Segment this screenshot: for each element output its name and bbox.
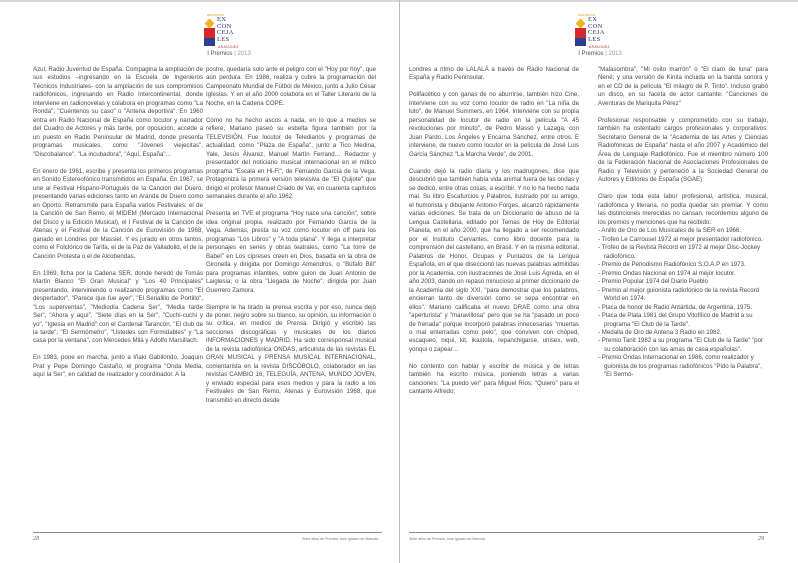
- paragraph: Londres a ritmo de LALALÁ a través de Radio Nacional de España y Radio Peninsular.: [409, 66, 579, 82]
- header-logo: [572, 12, 628, 57]
- paragraph: Profesional responsable y comprometido con su trabajo, también ha ostentado cargos profesionales y corporativos: Secretario General de la "Academia de las Artes y Ciencias Radiofónicas de España" hasta el año 2007 y Académico del Área de Lenguaje Radiofónico. Fue el miembro número 100 de la Federación Nacional de Asociaciones Profesionales de Radio y Televisión y perteneció a la Sociedad General de Autores y Editores de España (SGAE): [598, 116, 768, 184]
- left-page-column-2: [206, 66, 376, 414]
- logo-wordmark: EX CON CEJA LES: [588, 16, 605, 43]
- award-item: - Premio Popular 1974 del Diario Pueblo: [598, 278, 768, 286]
- paragraph: En 1969, ficha por la Cadena SER, donde heredó de Tomás Martín Blanco "El Gran Musical" y "Los 40 Principales" presentando, interviniendo o realizando programas como "El despertador", "Parece que fue ayer", "El Seriallilo de Portillo", "Los superventas", "Mediodía Cadena Ser", "Media tarde Ser", "Ahora y aquí", "Siete días en la Ser", "Cuchi-cuchi y yo", "Iglesia en Madrid" con el Cardenal Tarancón, "El club de la tarde", "El Sermómetro", "Ustedes son Formidables" y "La casa por la ventana", con Mercedes Milá y Adolfo Marsillach.: [33, 269, 203, 345]
- award-item: - Anillo de Oro de Los Musicales de la SER en 1966.: [598, 227, 768, 235]
- award-item: - Trofeo de la Revista Récord en 1972 al mejor Disc-Jockey radiofónico.: [598, 244, 768, 261]
- award-item: - Premio Ondas Internacional en 1986, como realizador y guionista de los programas radiofónicos "Pido la Palabra", "El Sermó-: [598, 354, 768, 379]
- paragraph: postre, quedaría solo ante el peligro con el "Hoy por hoy", que aún perdura. En 1986, realiza y cubre la programación del Campeonato Mundial de Fútbol de México, junto a Julio César Iglesias. Y en el año 2000 colabora en el Taller Literario de la Noche, en la Cadena COPE.: [206, 66, 376, 107]
- award-item: - Trofeo Le Carrousel 1972 al mejor presentador radiofónico.: [598, 236, 768, 244]
- paragraph: Siempre le ha tirado la prensa escrita y por eso, nunca dejó de poner, negro sobre su blanco, su opinión, su información o su crítica, en medios de Prensa. Dirigió y escribió las secciones discográficas y musicales de los diarios INFORMACIONES y MADRID. Ha sido corresponsal musical de la revista radiofónica ONDAS, articulista de las revistas EL GRAN MUSICAL y PRENSA MUSICAL INTERNACIONAL, comentarista en la revista DISCÓBOLO, colaborador en las revistas CAMBIO 16, TELEGUÍA, ANTENA, MUNDO JOVEN, y enviado especial para esos medios y para la radio a los Festivales de San Remo, Atenas y Eurovisión 1968, que transmitió en directo desde: [206, 303, 376, 404]
- awards-list: [598, 227, 768, 380]
- paragraph: En 1983, pone en marcha, junto a Iñaki Gabilondo, Joaquín Prat y Pepe Domingo Castaño, el programa "Onda Media, aquí la Ser", en calidad de realizador y coordinador. A la: [33, 354, 203, 379]
- logo-assoc-text: asociación: [207, 12, 225, 17]
- paragraph: Polifacético y con ganas de no aburrirse, también hizo Cine. Interviene con su voz como locutor de radio en "La niña de luto", de Manuel Summers, en 1964. Interviene con su propia personalidad de locutor de radio en la película "A 45 revoluciones por minuto", de Pedro Massó y Lazaga, con Juan Pardo, Los Ángeles y Encarna Sánchez, entre otros. E interviene, de nuevo como locutor en la película de José Luis García Sánchez "La Marcha Verde", de 2001.: [409, 91, 579, 158]
- header-premios: I Premios | 2013: [207, 51, 251, 57]
- logo-mark-icon: [201, 12, 257, 50]
- award-item: - Premio Ondas Nacional en 1974 al mejor locutor.: [598, 270, 768, 278]
- paragraph: Como no ha hecho ascos a nada, en lo que a medios se refiere, Mariano paseó su esbelta figura también por la TELEVISIÓN. Fue locutor de Telediarios y programas de actualidad, como "Plaza de España", junto a Tico Medina, Yale, Jesús Álvarez, Manuel Martín Ferrand… Redactor y presentador del noticiario musical internacional en el mítico programa "Escala en Hi-Fi", de Fernando García de la Vega. Protagoniza la primera versión televisiva de "El Quijote" que dirigió el profesor Manuel Criado de Val, en cuarenta capítulos semanales durante el año 1962.: [206, 116, 376, 201]
- right-page-column-1: [409, 66, 579, 405]
- paragraph: "Malasombra", "Mi osito marrón" o "El claro de luna" para Nené; y una versión de Kinita incluida en la banda sonora y en el CD de la película "El milagro de P. Tinto". Incluso grabó un disco, en su faceta de actor cantante: "Canciones de Aventuras de Mariquita Pérez": [598, 66, 768, 107]
- paragraph: Azul, Radio Juventud de España. Compagina la ampliación de sus estudios –ingresando en la Escuela de Ingenieros Técnicos Industriales- con la ampliación de sus compromisos radiofónicos, ingresando en Radio Intercontinental, donde interviene en radionovelas y colabora en programas como "La Ronda", "Cuéntenos su caso" o "Antena deportiva". En 1960 entra en Radio Nacional de España como locutor y narrador del Cuadro de Actores y más tarde, por oposición, accede a un puesto en Radio Peninsular de Madrid, donde presenta programas musicales, como "Jóvenes viejecitas", "Discobalance", "La incubadora", "Aquí, España"…: [33, 66, 203, 158]
- logo-wordmark: EX CON CEJA LES: [217, 16, 234, 43]
- left-page-column-1: [33, 66, 203, 388]
- paragraph: Claro que toda esta labor profesional, artística, musical, radiofónica y literaria, no podía quedar sin premiar. Y como las distinciones merecidas no cansan, recordemos alguno de los premios y menciones que ha recibido:: [598, 193, 768, 226]
- footer-rule: [33, 532, 382, 533]
- award-item: - Premio al mejor guionista radiofónico de la revista Record World en 1974.: [598, 287, 768, 304]
- footer-rule: [409, 532, 768, 533]
- paragraph: Presenta en TVE el programa "Hoy nace una canción", sobre idea original propia, realizado por Fernando García de la Vega. Además, presta su voz como locutor en off para los programas "Los Libros" y "A toda plana". Y llega a interpretar personajes en series y obras teatrales, como "La torre de Babel" en Los cipreses creen en Dios, basada en la obra de Gironella y dirigida por Domingo Almendros, o "Búfalo Bill" para programas infantiles, sobre guion de Juan Antonio de Laiglesia; o la obra "Llegada de Noche", dirigida por Juan Guerrero Zamora.: [206, 210, 376, 294]
- logo-assoc-text: asociación: [578, 12, 596, 17]
- page-number: 29: [758, 536, 764, 542]
- award-item: - Placa de Plata 1981 del Grupo Vitofílico de Madrid a su programa "El Club de la Tarde".: [598, 312, 768, 329]
- logo-city: ARANJUEZ: [218, 45, 239, 49]
- paragraph: Cuando dejó la radio diaria y los madrugones, dice que descubrió que también había vida animal fuera de las ondas y se dedicó, entre otras cosas, a escribir. Y no lo ha hecho nada mal. Su libro Escafurcios y Palabros, ilustrado por su amigo, el humorista y dibujante Antonio Forges, alcanzó rápidamente varias ediciones. Se trata de un Diccionario de abuso de la Lengua Castellana, editado por Temas de Hoy de Editorial Planeta, en el año 2000, que ha llegado a ser recomendado por el Instituto Cervantes, como libro docente para la comprensión del castellano, en Brasil. Y en la misma editorial, Palabros de Honor, Ocupas y Puntazos de la Lengua Española, en el que diseccionó las nuevas palabras admitidas por la Academia, con ilustraciones de José Luis Ágreda, en el año 2003, dando un repaso minucioso al primer diccionario de la Academia del siglo XXI, "para demostrar que los palabros, encierran tanto de diversión como se sepa encontrar en ellos". Mariano calificaba el nuevo DRAE como una obra "aperturista" y "maravillosa" pero que se ha "pasado un poco de frenada" porque incorporó palabras innecesarias "muertas o mal enterradas como pelo", que conviven con chóped, escaqueo, niqui, kit, ikastola, repanchigarse, unisex, web, yonqui o zapear…: [409, 167, 579, 353]
- right-page: [400, 0, 798, 563]
- award-item: - Placa de honor de Radio Antártida, de Argentina, 1975.: [598, 304, 768, 312]
- footer-runner: Siete años de Premios José Ignacio de Mamola: [409, 537, 486, 541]
- paragraph: En enero de 1961, escribe y presenta los primeros programas en Sonido Estereofónico transmitidos en España. En 1967, se une al Festival Hispano-Portugués de la Canción del Duero, presentando varias ediciones tanto en Aranda de Duero como en Oporto. Retransmite para España varios Festivales: el de la Canción de San Remo, el MIDEM (Mercado Internacional del Disco y la Edición Musical), el I Festival de la Canción de Atenas y el Festival de la Canción de Eurovisión de 1968, ganado en Londres por Massiel. Y es jurado en otros tantos, como el Folclórico de Tarifa, el de la Paz de Valladolid, el de la Canción Protesta o el de Alcobendas.: [33, 167, 203, 260]
- page-number: 28: [33, 536, 39, 542]
- logo-city: ARANJUEZ: [589, 45, 610, 49]
- header-premios: I Premios | 2013: [578, 51, 622, 57]
- logo-mark-icon: [572, 12, 628, 50]
- award-item: - Medalla de Oro de Antena 3 Radio en 1982.: [598, 329, 768, 337]
- award-item: - Premio Tanit 1982 a su programa "El Club de la Tarde" "por su colaboración con las amas de casa españolas".: [598, 337, 768, 354]
- footer-runner: Siete años de Premios José Ignacio de Mamola: [302, 537, 379, 541]
- right-page-column-2: [598, 66, 768, 380]
- award-item: - Premio de Periodismo Radiofónico S.O.A.P en 1973.: [598, 261, 768, 269]
- paragraph: No contento con hablar y escribir de música y de letras también ha escrito música, poniendo letras a varias canciones: "La puedo ver" para Miguel Ríos; "Quiero" para el cantante Alfredo;: [409, 362, 579, 396]
- header-logo: [201, 12, 257, 57]
